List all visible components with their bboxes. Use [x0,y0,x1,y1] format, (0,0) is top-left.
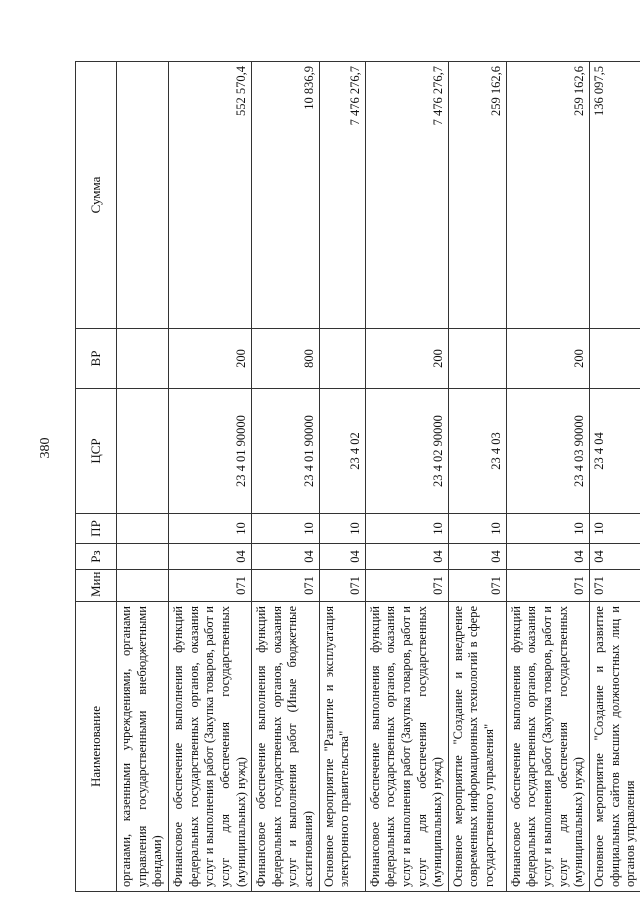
cell-vr [319,329,365,389]
cell-name: Основное мероприятие "Создание и развитие официальных сайтов высших должностных лиц и органов управления [589,602,640,892]
rotated-page [75,62,638,892]
cell-sum: 10 836,9 [252,62,320,329]
header-csr: ЦСР [76,389,117,514]
cell-min [117,570,169,602]
cell-min: 071 [319,570,365,602]
table-row [365,62,448,892]
cell-min: 071 [252,570,320,602]
cell-pr: 10 [169,514,252,544]
cell-rz: 04 [169,544,252,570]
cell-rz: 04 [319,544,365,570]
cell-vr: 200 [506,329,589,389]
cell-pr: 10 [252,514,320,544]
table-row [448,62,506,892]
cell-rz [117,544,169,570]
cell-rz: 04 [589,544,640,570]
cell-name: Финансовое обеспечение выполнения функций федеральных государственных органов, оказания услуг и выполнения работ (Закупка товаров, работ и услуг для обеспечения государственных (муниципальных) нужд) [365,602,448,892]
cell-pr: 10 [365,514,448,544]
cell-name: Основное мероприятие "Создание и внедрение современных информационных технологий в сфере государственного управления" [448,602,506,892]
cell-pr: 10 [319,514,365,544]
cell-name: Финансовое обеспечение выполнения функций федеральных государственных органов, оказания услуг и выполнения работ (Иные бюджетные ассигнования) [252,602,320,892]
cell-min: 071 [506,570,589,602]
cell-sum: 259 162,6 [448,62,506,329]
page-number: 380 [38,437,53,459]
cell-vr: 800 [252,329,320,389]
cell-min: 071 [365,570,448,602]
cell-sum: 7 476 276,7 [319,62,365,329]
cell-rz: 04 [365,544,448,570]
cell-csr: 23 4 04 [589,389,640,514]
header-rz: Рз [76,544,117,570]
cell-min: 071 [448,570,506,602]
cell-csr: 23 4 03 90000 [506,389,589,514]
cell-sum: 7 476 276,7 [365,62,448,329]
cell-name: Финансовое обеспечение выполнения функций федеральных государственных органов, оказания услуг и выполнения работ (Закупка товаров, работ и услуг для обеспечения государственных (муниципальных) нужд) [169,602,252,892]
cell-rz: 04 [252,544,320,570]
cell-sum: 136 097,5 [589,62,640,329]
table-header-row [76,62,117,892]
cell-csr: 23 4 03 [448,389,506,514]
cell-min: 071 [169,570,252,602]
cell-csr: 23 4 02 [319,389,365,514]
header-name: Наименование [76,602,117,892]
header-min: Мин [76,570,117,602]
cell-name: органами, казенными учреждениями, органами управления государственными внебюджетными фондами) [117,602,169,892]
cell-pr: 10 [506,514,589,544]
cell-name: Финансовое обеспечение выполнения функций федеральных государственных органов, оказания услуг и выполнения работ (Закупка товаров, работ и услуг для обеспечения государственных (муниципальных) нужд) [506,602,589,892]
cell-pr: 10 [589,514,640,544]
header-vr: ВР [76,329,117,389]
header-sum: Сумма [76,62,117,329]
table-row [117,62,169,892]
cell-min: 071 [589,570,640,602]
table-row [169,62,252,892]
cell-vr: 200 [365,329,448,389]
cell-rz: 04 [448,544,506,570]
table-row [589,62,640,892]
cell-csr: 23 4 02 90000 [365,389,448,514]
header-pr: ПР [76,514,117,544]
cell-vr [589,329,640,389]
cell-rz: 04 [506,544,589,570]
cell-sum: 552 570,4 [169,62,252,329]
cell-csr: 23 4 01 90000 [169,389,252,514]
cell-csr [117,389,169,514]
table-row [252,62,320,892]
cell-csr: 23 4 01 90000 [252,389,320,514]
budget-table [75,61,640,892]
cell-sum: 259 162,6 [506,62,589,329]
cell-vr [448,329,506,389]
cell-pr [117,514,169,544]
cell-pr: 10 [448,514,506,544]
cell-vr [117,329,169,389]
cell-vr: 200 [169,329,252,389]
cell-name: Основное мероприятие "Развитие и эксплуатация электронного правительства" [319,602,365,892]
table-row [506,62,589,892]
cell-sum [117,62,169,329]
table-row [319,62,365,892]
